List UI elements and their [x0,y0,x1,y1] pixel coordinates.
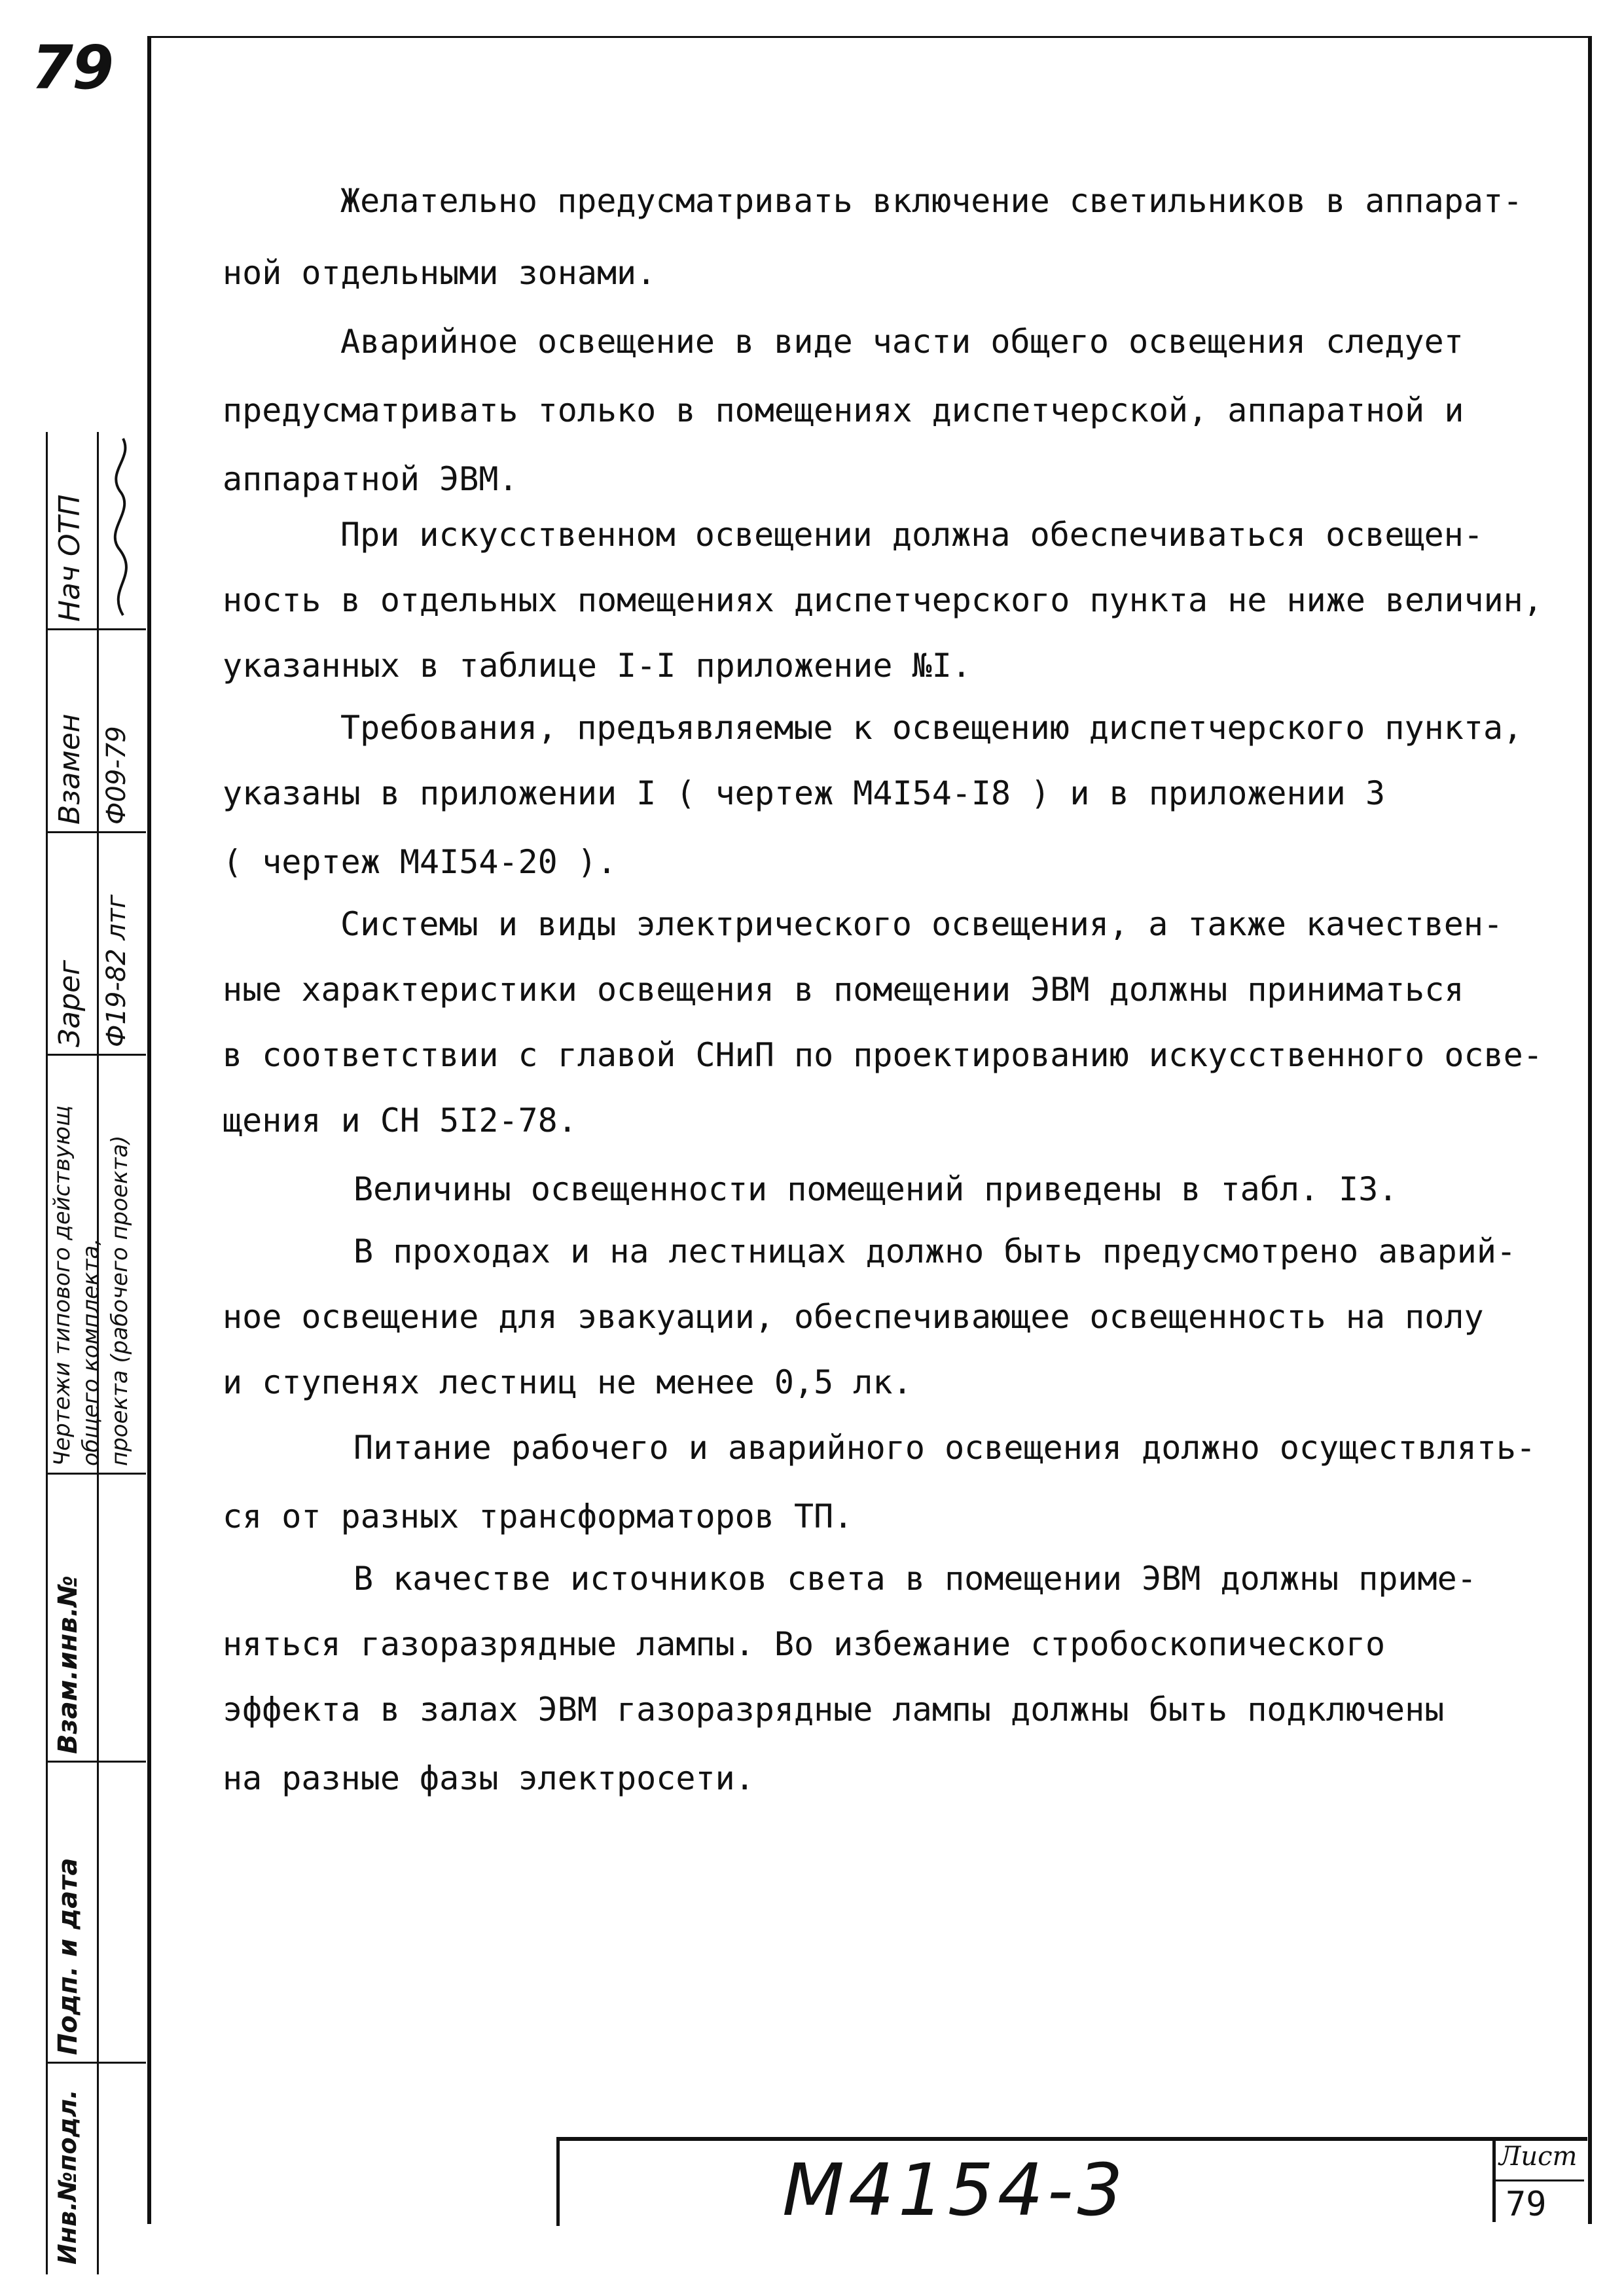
text-line: Аварийное освещение в виде части общего освещения следует [340,323,1464,361]
text-line: В проходах и на лестницах должно быть предусмотрено аварий- [353,1232,1517,1270]
stamp-vzam-inv: Взам.инв.№ [53,1575,83,1754]
text-line: указанных в таблице I-I приложение №I. [223,647,971,685]
text-line: в соответствии с главой СНиП по проектированию искусственного осве- [223,1036,1543,1074]
stamp-norm-value: Ф19-82 лтг [101,894,132,1047]
stamp-chertezh-2: общего комплекта, [78,1238,104,1466]
sheet-number: 79 [1506,2185,1547,2224]
stamp-divider [48,1054,146,1056]
signature-icon [100,432,146,622]
stamp-nach-otp: Нач ОТП [53,494,86,622]
text-line: ность в отдельных помещениях диспетчерского пункта не ниже величин, [223,581,1543,619]
text-line: эффекта в залах ЭВМ газоразрядные лампы должны быть подключены [223,1691,1445,1729]
approval-stamp-column [46,432,146,2274]
stamp-divider [48,1761,146,1763]
text-line: и ступенях лестниц не менее 0,5 лк. [223,1363,912,1401]
stamp-vzamen: Взамен [53,713,86,825]
stamp-divider [48,628,146,630]
stamp-divider [48,2062,146,2064]
text-line: Питание рабочего и аварийного освещения должно осуществлять- [353,1429,1536,1467]
text-line: В качестве источников света в помещении ЭВМ должны приме- [353,1560,1477,1598]
text-line: ное освещение для эвакуации, обеспечивающее освещенность на полу [223,1298,1484,1336]
stamp-vzamen-value: Ф09-79 [101,726,132,825]
stamp-divider [48,831,146,833]
stamp-divider [48,1473,146,1475]
text-line: ( чертеж М4I54-20 ). [223,843,617,881]
corner-page-number: 79 [31,33,113,103]
stamp-inv-podl: Инв.№подл. [53,2089,82,2265]
stamp-norm: Зарег [53,960,86,1047]
text-line: ся от разных трансформаторов ТП. [223,1498,854,1535]
text-line: ные характеристики освещения в помещении ЭВМ должны приниматься [223,971,1464,1009]
text-line: Требования, предъявляемые к освещению диспетчерского пункта, [340,709,1523,747]
sheet-cell-divider [1492,2179,1584,2181]
stamp-chertezh: Чертежи типового действующ [49,1105,75,1466]
sheet-label: Лист [1499,2142,1578,2172]
text-line: Системы и виды электрического освещения, а также качествен- [340,905,1504,943]
stamp-podp-data: Подп. и дата [53,1857,83,2055]
text-line: аппаратной ЭВМ. [223,460,518,498]
text-line: При искусственном освещении должна обеспечиваться освещен- [340,516,1483,554]
text-line: предусматривать только в помещениях диспетчерской, аппаратной и [223,391,1464,429]
drawing-code: М4154-3 [782,2148,1127,2232]
text-line: на разные фазы электросети. [223,1759,755,1797]
text-line: щения и СН 5I2-78. [223,1102,577,1139]
text-line: указаны в приложении I ( чертеж М4I54-I8 ) и в приложении 3 [223,774,1386,812]
text-line: ной отдельными зонами. [223,254,657,292]
text-line: Величины освещенности помещений приведены в табл. I3. [353,1170,1398,1208]
text-line: няться газоразрядные лампы. Во избежание стробоскопического [223,1625,1386,1663]
stamp-chertezh-3: проекта (рабочего проекта) [107,1135,133,1466]
text-line: Желательно предусматривать включение светильников в аппарат- [340,182,1523,220]
